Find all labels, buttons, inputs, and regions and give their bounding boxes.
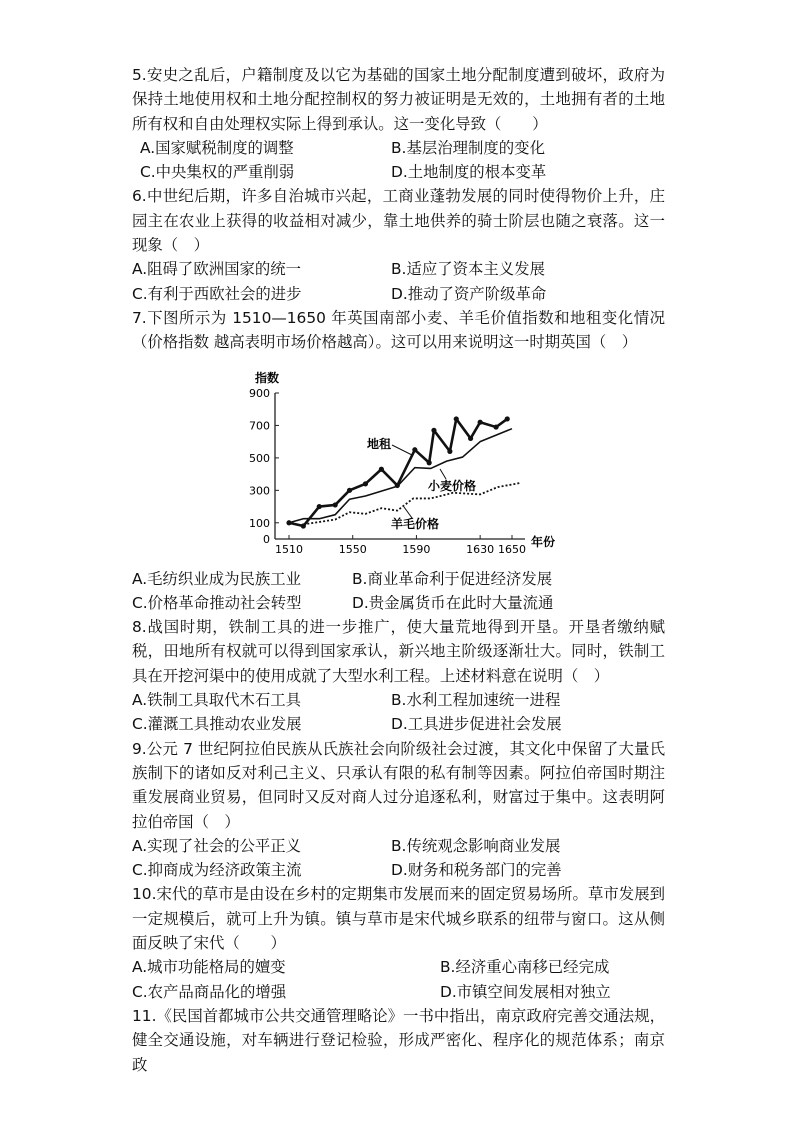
data-point	[427, 460, 432, 465]
option-d[interactable]: D.贵金属货币在此时大量流通	[352, 593, 554, 612]
data-point	[431, 427, 436, 432]
question-stem: 8.战国时期，铁制工具的进一步推广，使大量荒地得到开垦。开垦者缴纳赋税，田地所有权就可以得到国家承认，新兴地主阶级逐渐壮大。同时，铁制工具在开挖河渠中的使用成就了大型水利工程。上述材料意在说明（ ）	[132, 618, 665, 685]
option-b[interactable]: B.基层治理制度的变化	[391, 138, 545, 157]
data-point	[379, 466, 384, 471]
question-stem: 9.公元 7 世纪阿拉伯民族从氏族社会向阶级社会过渡，其文化中保留了大量氏族制下的诸如反对利己主义、只承认有限的私有制等因素。阿拉伯帝国时期注重发展商业贸易，但同时又反对商人过分追逐私利，财富过于集中。这表明阿拉伯帝国（ ）	[132, 739, 665, 831]
question-10	[132, 882, 665, 1003]
data-point	[478, 419, 483, 424]
option-c[interactable]: C.中央集权的严重削弱	[140, 163, 295, 182]
x-tick-label: 1510	[275, 542, 303, 556]
x-tick-label: 1590	[402, 542, 431, 556]
option-b[interactable]: B.传统观念影响商业发展	[391, 836, 561, 855]
question-9	[132, 737, 665, 883]
option-c[interactable]: C.有利于西欧社会的进步	[132, 284, 302, 303]
question-stem: 6.中世纪后期，许多自治城市兴起，工商业蓬勃发展的同时使得物价上升，庄园主在农业上获得的收益相对减少，靠土地供养的骑士阶层也随之衰落。这一现象（ ）	[132, 187, 665, 255]
data-point	[347, 487, 352, 492]
data-point	[317, 504, 322, 509]
y-axis-label: 指数	[255, 370, 280, 385]
x-tick-label: 1630	[466, 542, 495, 556]
option-c[interactable]: C.农产品商品化的增强	[132, 982, 287, 1001]
question-7	[132, 306, 665, 615]
data-point	[412, 447, 417, 452]
option-d[interactable]: D.工具进步促进社会发展	[391, 715, 562, 734]
x-tick-label: 1650	[498, 542, 526, 556]
series-label: 小麦价格	[428, 478, 477, 493]
option-b[interactable]: B.经济重心南移已经完成	[440, 958, 610, 977]
question-11	[132, 1004, 665, 1077]
option-a[interactable]: A.阻碍了欧洲国家的统一	[132, 260, 302, 279]
data-point	[447, 448, 452, 453]
option-a[interactable]: A.国家赋税制度的调整	[140, 138, 294, 157]
series-line-地租	[289, 419, 507, 526]
data-point	[454, 416, 459, 421]
y-tick-label: 500	[249, 451, 270, 465]
series-label: 地租	[367, 436, 392, 451]
question-5	[132, 63, 665, 184]
y-tick-label: 700	[249, 419, 270, 433]
data-point	[505, 416, 510, 421]
option-b[interactable]: B.适应了资本主义发展	[391, 260, 545, 279]
question-8	[132, 615, 665, 736]
y-tick-label: 300	[249, 483, 270, 497]
leader-line	[392, 445, 412, 455]
question-stem: 10.宋代的草市是由设在乡村的定期集市发展而来的固定贸易场所。草市发展到一定规模后，就可上升为镇。镇与草市是宋代城乡联系的纽带与窗口。这从侧面反映了宋代（ ）	[132, 885, 665, 953]
option-d[interactable]: D.推动了资产阶级革命	[391, 284, 547, 303]
line-chart	[132, 355, 665, 567]
data-point	[333, 502, 338, 507]
option-c[interactable]: C.灌溉工具推动农业发展	[132, 715, 302, 734]
option-a[interactable]: A.铁制工具取代木石工具	[132, 691, 302, 710]
x-axis-label: 年份	[531, 534, 556, 549]
option-a[interactable]: A.毛纺织业成为民族工业	[132, 569, 302, 588]
option-c[interactable]: C.价格革命推动社会转型	[132, 593, 302, 612]
exam-page	[132, 63, 665, 1077]
y-tick-label: 100	[249, 516, 270, 530]
question-6	[132, 184, 665, 305]
leader-line	[440, 469, 446, 479]
data-point	[468, 435, 473, 440]
question-stem: 7.下图所示为 1510—1650 年英国南部小麦、羊毛价值指数和地租变化情况（价格指数 越高表明市场价格越高）。这可以用来说明这一时期英国（ ）	[132, 308, 665, 352]
option-a[interactable]: A.实现了社会的公平正义	[132, 836, 302, 855]
question-stem: 11.《民国首都城市公共交通管理略论》一书中指出，南京政府完善交通法规，健全交通设施，对车辆进行登记检验，形成严密化、程序化的规范体系；南京政	[132, 1006, 665, 1074]
option-b[interactable]: B.水利工程加速统一进程	[391, 691, 561, 710]
option-a[interactable]: A.城市功能格局的嬗变	[132, 958, 286, 977]
option-d[interactable]: D.土地制度的根本变革	[391, 163, 547, 182]
data-point	[493, 424, 498, 429]
option-c[interactable]: C.抑商成为经济政策主流	[132, 861, 302, 880]
y-tick-label: 900	[249, 386, 270, 400]
x-tick-label: 1550	[338, 542, 367, 556]
price-index-chart	[132, 355, 665, 567]
option-b[interactable]: B.商业革命利于促进经济发展	[352, 569, 553, 588]
question-stem: 5.安史之乱后，户籍制度及以它为基础的国家土地分配制度遭到破坏，政府为保持土地使用权和土地分配控制权的努力被证明是无效的，土地拥有者的土地所有权和自由处理权实际上得到承认。这一变化导致（ ）	[132, 66, 665, 133]
option-d[interactable]: D.市镇空间发展相对独立	[440, 982, 611, 1001]
series-label: 羊毛价格	[391, 516, 440, 531]
option-d[interactable]: D.财务和税务部门的完善	[391, 861, 562, 880]
y-tick-label: 0	[263, 532, 270, 546]
data-point	[363, 481, 368, 486]
